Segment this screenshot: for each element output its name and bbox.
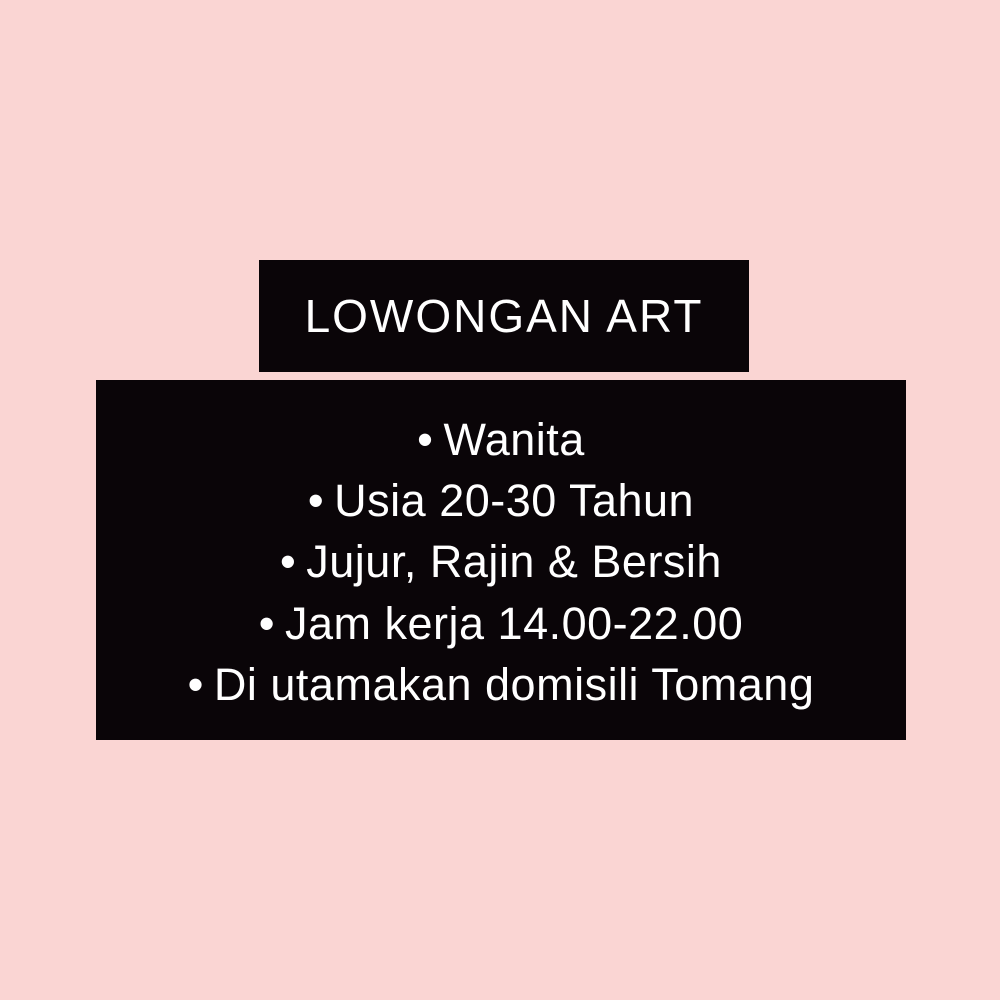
list-item <box>259 593 744 654</box>
title-banner <box>259 260 749 372</box>
list-item-label: Di utamakan domisili Tomang <box>213 658 815 710</box>
list-item <box>417 409 585 470</box>
list-item <box>188 654 815 715</box>
bullet-icon: • <box>307 475 325 527</box>
bullet-icon: • <box>187 658 204 710</box>
bullet-icon: • <box>258 597 275 649</box>
list-item-label: Jam kerja 14.00-22.00 <box>285 597 744 649</box>
list-item-label: Wanita <box>443 414 585 466</box>
bullet-icon: • <box>417 414 434 466</box>
bullet-icon: • <box>280 536 297 588</box>
list-item-label: Usia 20-30 Tahun <box>334 475 695 527</box>
list-item-label: Jujur, Rajin & Bersih <box>306 536 722 588</box>
requirements-panel <box>96 380 906 740</box>
list-item <box>308 470 694 531</box>
page-title: LOWONGAN ART <box>304 290 704 342</box>
list-item <box>280 531 722 592</box>
